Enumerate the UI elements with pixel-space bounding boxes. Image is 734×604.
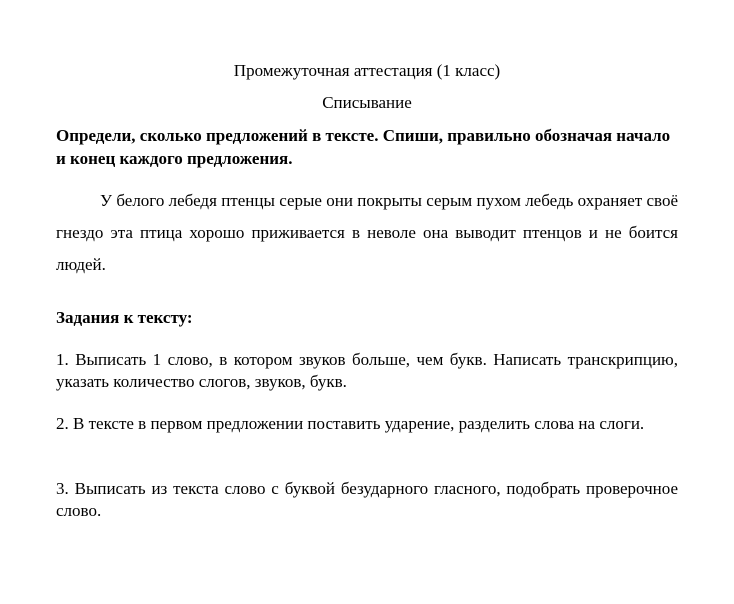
document-title: Промежуточная аттестация (1 класс) [233,61,501,80]
document-subtitle: Списывание [322,93,412,112]
task-item-3: 3. Выписать из текста слово с буквой безударного гласного, подобрать проверочное слово. [56,479,678,520]
tasks-heading: Задания к тексту: [56,308,193,327]
dictation-passage: У белого лебедя птенцы серые они покрыты серым пухом лебедь охраняет своё гнездо эта птица хорошо приживается в неволе она выводит птенцов и не боится людей. [56,191,678,274]
task-item-2: 2. В тексте в первом предложении поставить ударение, разделить слова на слоги. [56,414,645,433]
task-item-1: 1. Выписать 1 слово, в котором звуков больше, чем букв. Написать транскрипцию, указать количество слогов, звуков, букв. [56,350,678,391]
instruction-text: Определи, сколько предложений в тексте. Спиши, правильно обозначая начало и конец каждого предложения. [56,126,671,168]
